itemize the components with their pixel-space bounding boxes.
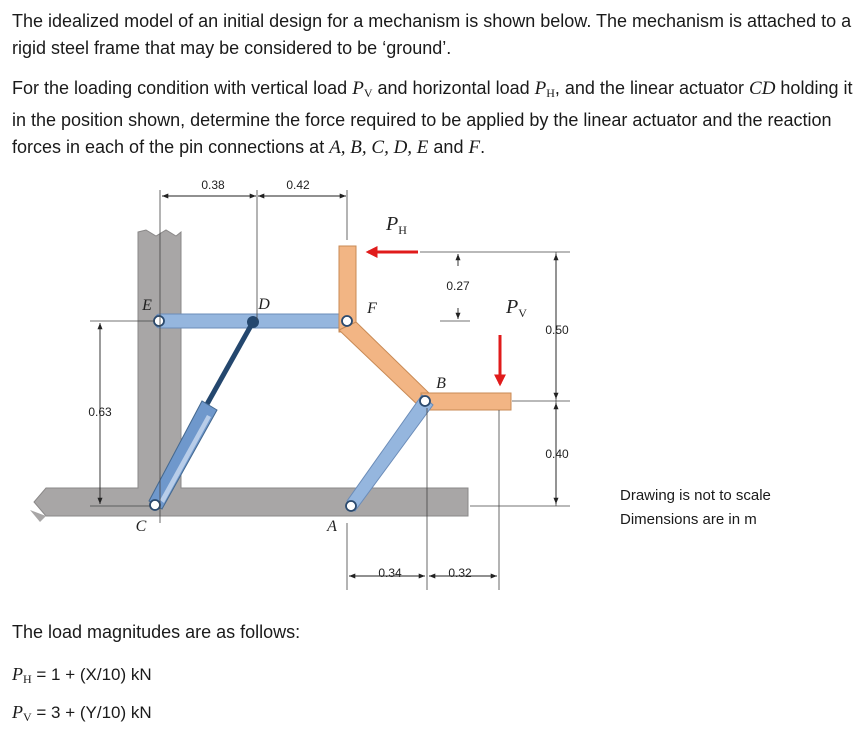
label-ph: $P_H$ xyxy=(386,213,407,237)
paragraph-1-text: The idealized model of an initial design for a mechanism is shown below. The mechanism is attached to a rigid steel frame that may be considered to be ‘ground’. xyxy=(12,11,852,58)
dim-top-left: 0.38 xyxy=(201,178,225,192)
pin-f xyxy=(342,316,352,326)
pv-symbol: $P_V$ xyxy=(352,78,373,100)
dim-right-lower: 0.40 xyxy=(545,447,569,461)
dim-right-upper: 0.50 xyxy=(545,323,569,337)
label-d: D xyxy=(258,296,270,313)
label-f: F xyxy=(367,300,377,317)
label-c: C xyxy=(135,518,147,535)
ph-equation: $P_H = 1 + (X/10)$ kN xyxy=(12,664,152,686)
dim-ph-offset: 0.27 xyxy=(446,279,470,293)
loads-heading: The load magnitudes are as follows: xyxy=(12,622,301,642)
pins-list: A, B, C, D, E xyxy=(329,137,429,158)
dim-left-height: 0.63 xyxy=(88,405,112,419)
label-pv: $P_V$ xyxy=(506,296,527,320)
pin-f-label: F xyxy=(468,137,481,158)
ph-symbol: $P_H$ xyxy=(534,78,555,100)
p2-text-c: , and the linear actuator xyxy=(554,78,750,98)
label-a: A xyxy=(327,518,337,535)
note-units: Dimensions are in m xyxy=(620,511,757,528)
pin-b xyxy=(420,396,430,406)
dim-bottom-right: 0.32 xyxy=(448,566,472,580)
note-scale: Drawing is not to scale xyxy=(620,487,771,504)
pv-equation: $P_V = 3 + (Y/10)$ kN xyxy=(12,702,152,724)
p2-text-e: and xyxy=(428,137,469,157)
actuator-label: CD xyxy=(749,78,776,99)
pin-a xyxy=(346,501,356,511)
problem-paragraph-1 xyxy=(12,8,857,62)
problem-paragraph-2 xyxy=(12,75,857,161)
dim-bottom-left: 0.34 xyxy=(378,566,402,580)
pin-e xyxy=(154,316,164,326)
label-b: B xyxy=(436,375,446,392)
p2-text-f: . xyxy=(480,137,486,157)
mechanism-diagram xyxy=(0,170,866,610)
label-e: E xyxy=(142,297,152,314)
p2-text-a: For the loading condition with vertical load xyxy=(12,78,353,98)
p2-text-b: and horizontal load xyxy=(372,78,535,98)
bell-crank xyxy=(339,246,511,410)
p2-text-d: holding it in the position shown, determine the force required to be applied by the linear actuator and the reaction forces in each of the pin connections at xyxy=(12,78,853,157)
pin-c xyxy=(150,500,160,510)
dim-top-right: 0.42 xyxy=(286,178,310,192)
